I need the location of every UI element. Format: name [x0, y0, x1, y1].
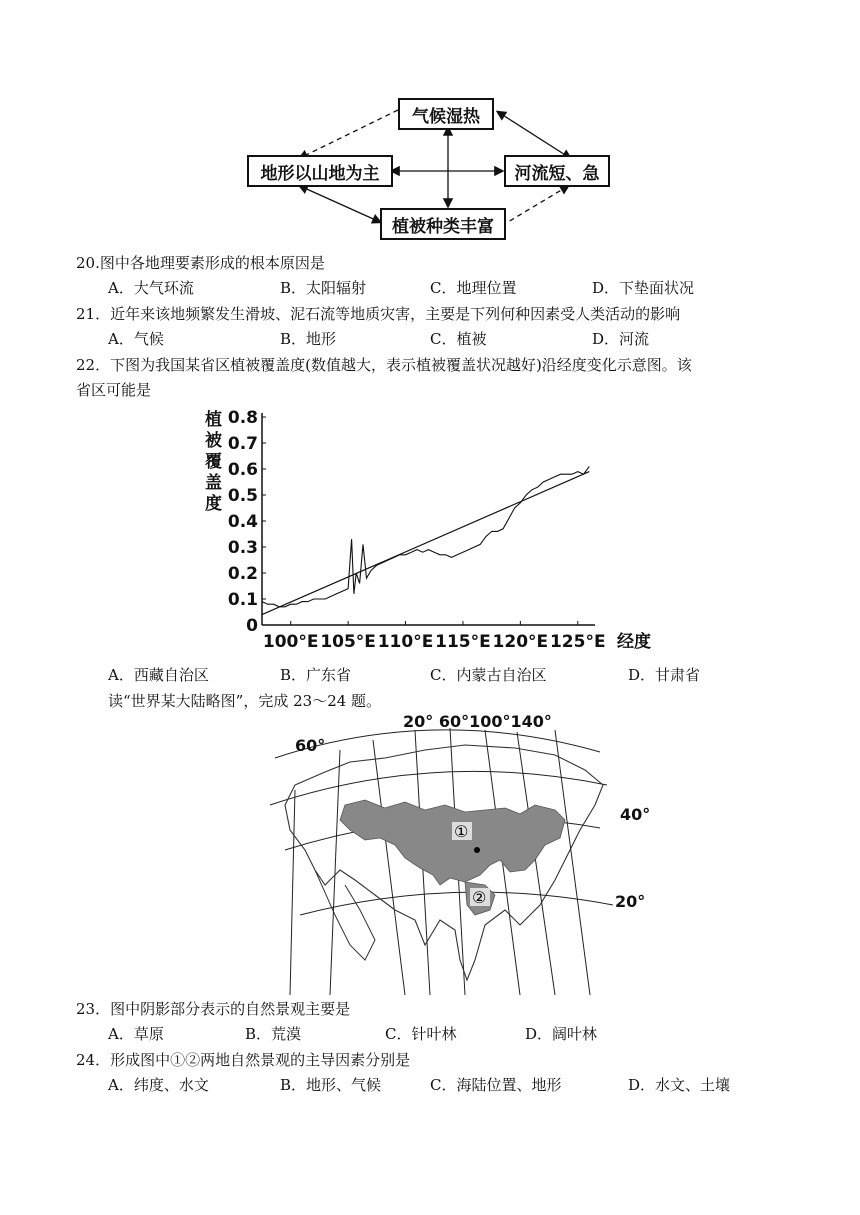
trend-line [262, 472, 589, 615]
marker-1: ① [454, 822, 469, 841]
question-stem: 近年来该地频繁发生滑坡、泥石流等地质灾害，主要是下列何种因素受人类活动的影响 [110, 305, 681, 323]
option-24-d[interactable]: D．水文、土壤 [628, 1076, 731, 1094]
question-20 [76, 252, 325, 273]
option-23-a[interactable]: A．草原 [108, 1025, 164, 1043]
option-24-a[interactable]: A．纬度、水文 [108, 1076, 209, 1094]
question-stem: 图中各地理要素形成的根本原因是 [99, 254, 325, 272]
y-tick-label: 0 [246, 616, 258, 636]
x-tick-label: 125°E [549, 632, 606, 652]
lat-label-40: 40° [620, 805, 651, 824]
question-22 [76, 354, 692, 375]
question-21 [76, 303, 680, 324]
option-21-a[interactable]: A．气候 [108, 330, 164, 348]
chart-ylabel: 植被覆盖度 [205, 410, 222, 514]
question-number: 23． [76, 1000, 111, 1018]
option-21-d[interactable]: D．河流 [592, 330, 650, 348]
option-20-b[interactable]: B．太阳辐射 [280, 279, 367, 297]
marker-2: ② [472, 888, 487, 907]
x-tick-label: 100°E [262, 632, 319, 652]
y-tick-label: 0.5 [227, 486, 258, 506]
option-23-c[interactable]: C．针叶林 [385, 1025, 457, 1043]
node-terrain: 地形以山地为主 [247, 155, 393, 187]
option-20-a[interactable]: A．大气环流 [108, 279, 194, 297]
question-number: 22． [76, 356, 111, 374]
option-24-c[interactable]: C．海陆位置、地形 [430, 1076, 562, 1094]
question-22-line2: 省区可能是 [76, 381, 152, 399]
lon-label: 20° [403, 712, 434, 731]
x-axis-label: 经度 [617, 632, 651, 652]
option-24-b[interactable]: B．地形、气候 [280, 1076, 382, 1094]
question-stem: 下图为我国某省区植被覆盖度(数值越大，表示植被覆盖状况越好)沿经度变化示意图。该 [110, 356, 692, 374]
lon-label: 140° [510, 712, 552, 731]
option-22-a[interactable]: A．西藏自治区 [108, 666, 209, 684]
intro-23-24: 读“世界某大陆略图”，完成 23～24 题。 [108, 692, 382, 710]
option-21-b[interactable]: B．地形 [280, 330, 337, 348]
node-climate: 气候湿热 [398, 98, 494, 130]
x-tick-label: 105°E [320, 632, 376, 652]
option-22-d[interactable]: D．甘肃省 [628, 666, 701, 684]
y-tick-label: 0.3 [227, 538, 258, 558]
option-23-b[interactable]: B．荒漠 [245, 1025, 302, 1043]
question-number: 21． [76, 305, 111, 323]
option-21-c[interactable]: C．植被 [430, 330, 487, 348]
question-stem: 图中阴影部分表示的自然景观主要是 [110, 1000, 351, 1018]
y-tick-label: 0.2 [227, 564, 258, 584]
series-line [262, 466, 589, 606]
question-stem: 形成图中①②两地自然景观的主导因素分别是 [110, 1051, 411, 1069]
option-22-b[interactable]: B．广东省 [280, 666, 352, 684]
lon-label: 60° [438, 712, 470, 731]
y-tick-label: 0.1 [227, 590, 258, 610]
continent-map [255, 710, 651, 995]
lat-label-60: 60° [295, 736, 326, 755]
x-tick-label: 120°E [492, 632, 549, 652]
lon-labels [403, 712, 552, 731]
question-number: 24． [76, 1051, 111, 1069]
lat-label-20: 20° [615, 892, 646, 911]
question-number: 20. [76, 254, 100, 272]
question-24 [76, 1049, 410, 1070]
option-22-c[interactable]: C．内蒙古自治区 [430, 666, 547, 684]
x-tick-label: 110°E [377, 632, 434, 652]
option-20-c[interactable]: C．地理位置 [430, 279, 517, 297]
question-23 [76, 998, 350, 1019]
y-tick-label: 0.7 [227, 434, 258, 454]
option-23-d[interactable]: D．阔叶林 [525, 1025, 598, 1043]
option-20-d[interactable]: D．下垫面状况 [592, 279, 695, 297]
x-tick-label: 115°E [435, 632, 491, 652]
lon-label: 100° [469, 712, 511, 731]
chart-svg [200, 405, 660, 655]
y-tick-label: 0.4 [227, 512, 258, 532]
node-vegetation: 植被种类丰富 [380, 208, 506, 240]
y-tick-label: 0.8 [227, 408, 258, 428]
node-rivers: 河流短、急 [504, 155, 610, 187]
y-tick-label: 0.6 [227, 460, 258, 480]
